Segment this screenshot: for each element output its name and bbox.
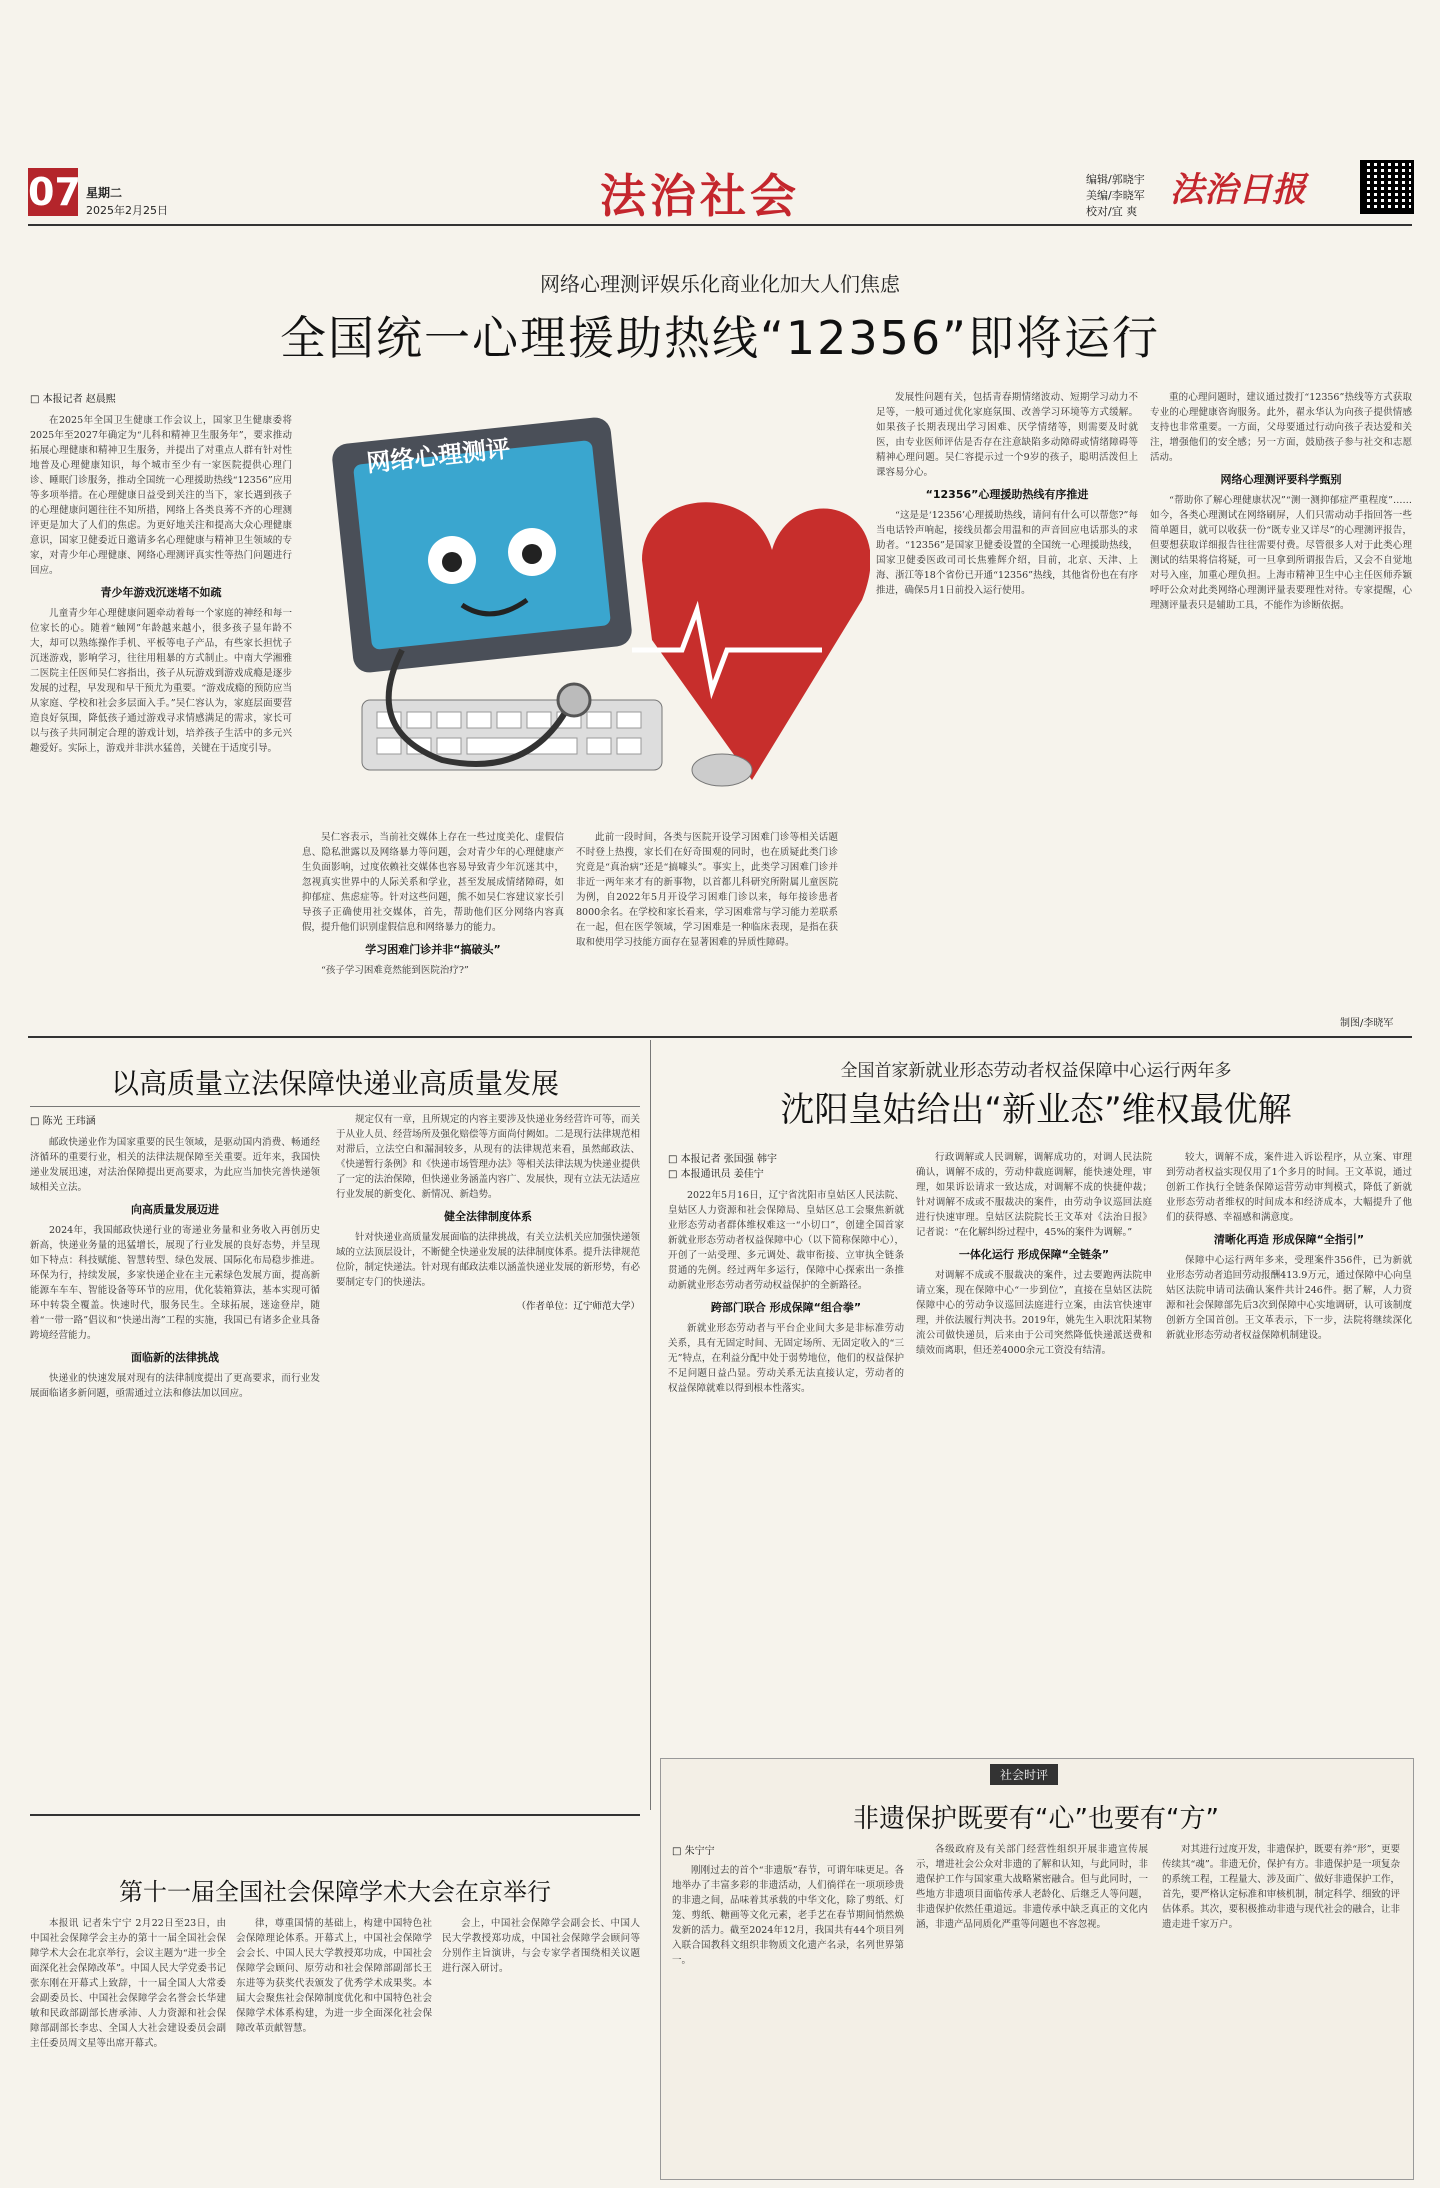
shenyang-col2-text: 行政调解或人民调解，调解成功的，对调人民法院确认，调解不成的，劳动仲裁庭调解，能快速处理，审理，如果诉讼请求一致达成，对调解不成的快捷仲裁；针对调解不成或不服裁决的案件，由劳动争议巡回法庭进行快速审理。皇姑区法院院长王文革对《法治日报》记者说：“在化解纠纷过程中，45%的案件为调解。” (916, 1152, 1152, 1238)
conference-headline: 第十一届全国社会保障学术大会在京举行 (119, 1878, 551, 1906)
conference-col2-text: 律，尊重国情的基础上，构建中国特色社会保障理论体系。开幕式上，中国社会保障学会会长、中国人民大学教授郑功成，中国社会保障学会顾问、原劳动和社会保障部副部长王东进等为获奖代表颁发了优秀学术成果奖。本届大会聚焦社会保障制度优化和中国特色社会保障学术体系构建，为进一步全面深化社会保障改革贡献智慧。 (236, 1918, 432, 2034)
bottom-news-rule (30, 1814, 640, 1816)
lead-col2b-text: “孩子学习困难竟然能到医院治疗?” (321, 965, 469, 976)
express-col2b-text: 针对快递业高质量发展面临的法律挑战，有关立法机关应加强快递领域的立法顶层设计，不断健全快递业发展的法律制度体系。提升法律规范位阶，制定快递法。针对现有邮政法难以涵盖快递业发展的新形势，有必要制定专门的快递法。 (336, 1232, 640, 1288)
qr-code-icon (1360, 160, 1414, 214)
masthead-rule (28, 224, 1412, 226)
conference-column-3 (442, 1916, 640, 2178)
editorial-column-2 (916, 1842, 1148, 2168)
express-text-2: 快递业的快速发展对现有的法律制度提出了更高要求，而行业发展面临诸多新问题，亟需通过立法和修法加以回应。 (30, 1373, 320, 1399)
proofreader-line: 校对/宜 爽 (1086, 205, 1138, 218)
editorial-tag: 社会时评 (990, 1764, 1058, 1785)
express-headline: 以高质量立法保障快递业高质量发展 (110, 1067, 559, 1100)
issue-date: 2025年2月25日 (86, 204, 168, 217)
shenyang-column-3 (1166, 1150, 1412, 1730)
editorial-column-3 (1162, 1842, 1400, 2168)
editorial-col1-text: 刚刚过去的首个“非遗版”春节，可谓年味更足。各地举办了丰富多彩的非遗活动，人们徜徉在一项项珍贵的非遗之间，品味着其承载的中华文化，除了剪纸、灯笼、剪纸、糖画等文化元素，老手艺在春节期间悄然焕发新的活力。截至2024年12月，我国共有44个项目列入联合国教科文组织非物质文化遗产名录，名列世界第一。 (672, 1865, 904, 1966)
lead-bottom-rule (28, 1036, 1412, 1038)
lead-subhead-youth-games: 青少年游戏沉迷堵不如疏 (100, 586, 222, 599)
editorial-col3-text: 对其进行过度开发，非遗保护，既要有养“形”，更要传续其“魂”。非遗无价，保护有方。非遗保护是一项复杂的系统工程，工程量大、涉及面广、做好非遗保护工作，首先，要严格认定标准和审核机制，制定科学、细致的评估体系。其次，要积极推动非遗与现代社会的融合，让非遗走进千家万户。 (1162, 1844, 1400, 1930)
section-title: 法治社会 (600, 169, 800, 223)
lead-col1b-text: 儿童青少年心理健康问题牵动着每一个家庭的神经和每一位家长的心。随着“触网”年龄越来越小，很多孩子显年龄不大，却可以熟练操作手机、平板等电子产品，有些家长担忧子沉迷游戏，影响学习，往往用粗暴的方式制止。中南大学湘雅二医院主任医师吴仁容指出，孩子从玩游戏到游戏成瘾是逐步发展的过程，早发现和早干预尤为重要。“游戏成瘾的预防应当从家庭、学校和社会多层面入手。”吴仁容认为，家庭层面要营造良好氛围，降低孩子通过游戏寻求情感满足的需求，家长可以与孩子共同制定合理的游戏计划，培养孩子生活中的多元兴趣爱好。实际上，游戏并非洪水猛兽，关键在于适度引导。 (30, 608, 292, 754)
section-divider-vertical (650, 1040, 651, 1810)
conference-col3-text: 会上，中国社会保障学会副会长、中国人民大学教授郑功成，中国社会保障学会顾问等分别作主旨演讲，与会专家学者围绕相关议题进行深入研讨。 (442, 1918, 640, 1974)
express-subhead-legal-system: 健全法律制度体系 (444, 1210, 532, 1223)
express-headline-rule (30, 1106, 640, 1107)
shenyang-kicker: 全国首家新就业形态劳动者权益保障中心运行两年多 (840, 1061, 1232, 1081)
editorial-col2-text: 各级政府及有关部门经营性组织开展非遗宣传展示，增进社会公众对非遗的了解和认知，与此同时，非遗保护工作与国家重大战略紧密融合。但与此同时，一些地方非遗项目面临传承人老龄化、后继乏人等问题，非遗保护依然任重道远。非遗传承中缺乏真正的文化内涵，非遗产品同质化严重等问题也不容忽视。 (916, 1844, 1148, 1930)
shenyang-subhead-chain: 一体化运行 形成保障“全链条” (958, 1248, 1110, 1261)
page-number-badge: 07 (28, 170, 81, 214)
express-col2-text: 规定仅有一章，且所规定的内容主要涉及快递业务经营许可等，而关于从业人员、经营场所及强化赔偿等方面尚付阙如。二是现行法律规范相对滞后，立法空白和漏洞较多，从现有的法律规范来看，虽然邮政法、《快递暂行条例》和《快递市场管理办法》等相关法律法规为快递业提供了一定的法治保障，但快递业务涵盖内容广、发展快，现有立法无法适应行业发展的新变化、新情况、新趋势。 (336, 1114, 640, 1200)
editor-credits (1086, 172, 1145, 220)
express-column-1 (30, 1112, 320, 1802)
conference-col1-text: 本报讯 记者朱宁宁 2月22日至23日，由中国社会保障学会主办的第十一届全国社会保障学术大会在北京举行，会议主题为“进一步全面深化社会保障改革”。中国人民大学党委书记张东刚在开幕式上致辞，十一届全国人大常委会副委员长、中国社会保障学会名誉会长华建敏和民政部副部长唐承沛、人力资源和社会保障部副部长李忠、全国人大社会建设委员会副主任委员周文星等出席开幕式。 (30, 1918, 226, 2049)
paper-logo: 法治日报 (1170, 170, 1306, 210)
conference-column-1 (30, 1916, 226, 2178)
express-text-1: 2024年，我国邮政快递行业的寄递业务量和业务收入再创历史新高，快递业务量的迅猛增长，展现了行业发展的良好态势，并呈现如下特点：科技赋能、智慧转型、绿色发展、国际化布局稳步推进。环保为行，持续发展，多家快递企业在主元素绿色发展方面，提高新能源车车车、智能设备等环节的应用，优化装箱算法，基本实现可循环中转袋全覆盖。快速时代，服务民生。全球拓展，迷途登岸，随着“一带一路”倡议和“快递出海”工程的实施，我国已有诸多企业具备跨境经营能力。 (30, 1225, 320, 1341)
designer-line: 美编/李晓军 (1086, 189, 1145, 202)
illustration-label: 网络心理测评 (365, 434, 512, 478)
shenyang-subhead-combo: 跨部门联合 形成保障“组合拳” (710, 1301, 862, 1314)
shenyang-col1-text: 2022年5月16日，辽宁省沈阳市皇姑区人民法院、皇姑区人力资源和社会保障局、皇姑区总工会聚焦新就业形态劳动者群体维权难这一“小切口”，创建全国首家新就业形态劳动者权益保障中心（以下简称保障中心），开创了一站受理、多元调处、裁审衔接、立审执全链条贯通的先例。经过两年多运行，保障中心探索出一条推动新就业形态劳动者劳动权益保护的全新路径。 (668, 1190, 904, 1291)
express-subhead-development: 向高质量发展迈进 (131, 1203, 219, 1216)
editor-line: 编辑/郭晓宇 (1086, 173, 1145, 186)
shenyang-col1b-text: 新就业形态劳动者与平台企业间大多是非标准劳动关系，具有无固定时间、无固定场所、无固定收入的“三无”特点，在利益分配中处于弱势地位，他们的权益保护不足问题日益凸显。劳动关系无法直接认定，劳动者的权益保障就难以得到根本性落实。 (668, 1323, 904, 1394)
lead-col4b-text: “这是是‘12356’心理援助热线，请问有什么可以帮您?”每当电话铃声响起，接线员都会用温和的声音回应电话那头的求助者。“12356”是国家卫健委设置的全国统一心理援助热线，国家卫健委医政司司长焦雅辉介绍，目前，北京、天津、上海、浙江等18个省份已开通“12356”热线，其他省份也在有序推进，确保5月1日前投入运行使用。 (876, 510, 1138, 596)
lead-subhead-hotline: “12356”心理援助热线有序推进 (925, 488, 1089, 501)
shenyang-subhead-guide: 清晰化再造 形成保障“全指引” (1213, 1233, 1365, 1246)
editorial-headline: 非遗保护既要有“心”也要有“方” (853, 1804, 1219, 1834)
lead-col5b-text: “帮助你了解心理健康状况”“测一测抑郁症严重程度”……如今，各类心理测试在网络刷屏，人们只需动动手指回答一些简单题目，就可以收获一份“既专业又详尽”的心理测评报告，但要想获取详细报告往往需要付费。尽管很多人对于此类心理测试的结果将信将疑，可一旦拿到所谓报告后，又会不自觉地对号入座，加重心理负担。上海市精神卫生中心主任医师乔颖呼吁公众对此类网络心理测评量表要理性对待。专家提醒，心理测评量表只是辅助工具，不能作为诊断依据。 (1150, 495, 1412, 611)
lead-col5-text: 重的心理问题时，建议通过拨打“12356”热线等方式获取专业的心理健康咨询服务。此外，翟永华认为向孩子提供情感支持也非常重要。一方面，父母要通过行动向孩子表达爱和关注，增强他们的安全感；另一方面，鼓励孩子参与社交和志愿活动。 (1150, 392, 1412, 463)
weekday: 星期二 (86, 186, 123, 200)
lead-col4-text: 发展性问题有关，包括青春期情绪波动、短期学习动力不足等，一般可通过优化家庭氛围、改善学习环境等方式缓解。如果孩子长期表现出学习困难、厌学情绪等，则需要及时就医，由专业医师评估是否存在注意缺陷多动障碍或情绪障碍等精神心理问题。吴仁容提示过一个9岁的孩子，聪明活泼但上课容易分心。 (876, 392, 1138, 478)
express-subhead-challenges: 面临新的法律挑战 (131, 1351, 219, 1364)
conference-column-2 (236, 1916, 432, 2178)
shenyang-column-2 (916, 1150, 1152, 1730)
shenyang-byline-reporters: □ 本报记者 张国强 韩宇 (668, 1154, 777, 1165)
lead-col3-text: 此前一段时间，各类与医院开设学习困难门诊等相关话题不时登上热搜，家长们在好奇围观的同时，也在质疑此类门诊究竟是“真治病”还是“搞噱头”。事实上，此类学习困难门诊并非近一两年来才有的新事物，以首都儿科研究所附属儿童医院为例，自2022年5月开设学习困难门诊以来，每年接诊患者8000余名。在学校和家长看来，学习困难常与学习能力差联系在一起，但在医学领域，学习困难是一种临床表现，是指在获取和使用学习技能方面存在显著困难的异质性障碍。 (576, 832, 838, 948)
lead-subhead-learning-clinic: 学习困难门诊并非“搞破头” (365, 943, 501, 956)
lead-subhead-online-test: 网络心理测评要科学甄别 (1220, 473, 1342, 486)
lead-column-5 (1150, 390, 1412, 1010)
express-intro: 邮政快递业作为国家重要的民生领域，是驱动国内消费、畅通经济循环的重要行业，相关的法律法规保障至关重要。近年来，我国快递业发展迅速，对法治保障提出更高要求，为此应当加快完善快递领域相关立法。 (30, 1137, 320, 1193)
lead-col2-text: 吴仁容表示，当前社交媒体上存在一些过度美化、虚假信息、隐私泄露以及网络暴力等问题，会对青少年的心理健康产生负面影响，过度依赖社交媒体也容易导致青少年沉迷其中，忽视真实世界中的人际关系和学业，甚至发展成情绪障碍，如抑郁症、焦虑症等。针对这些问题，熊不如吴仁容建议家长引导孩子正确使用社交媒体，首先，帮助他们区分网络内容真假，提升他们识别虚假信息和网络暴力的能力。 (302, 832, 564, 933)
editorial-column-1 (672, 1842, 904, 2168)
express-byline: □ 陈光 王玮涵 (30, 1116, 96, 1127)
illustration-credit: 制图/李晓军 (1340, 1018, 1394, 1029)
lead-column-2 (302, 830, 564, 1030)
express-column-2 (336, 1112, 640, 1802)
lead-byline: □ 本报记者 赵晨熙 (30, 394, 116, 405)
shenyang-col3b-text: 保障中心运行两年多来，受理案件356件，已为新就业形态劳动者追回劳动报酬413.9万元，通过保障中心向皇姑区法院申请司法确认案件共计246件。据了解，人力资源和社会保障部先后3次到保障中心实地调研，认可该制度创新方全国首创。王文革表示，下一步，法院将继续深化新就业形态劳动者权益保障机制建设。 (1166, 1255, 1412, 1341)
lead-column-3 (576, 830, 838, 1030)
lead-headline: 全国统一心理援助热线“12356”即将运行 (280, 311, 1160, 365)
lead-col1-text: 在2025年全国卫生健康工作会议上，国家卫生健康委将2025年至2027年确定为“儿科和精神卫生服务年”，要求推动拓展心理健康和精神卫生服务，并提出了对重点人群有针对性地普及心理健康知识，每个城市至少有一家医院提供心理门诊、睡眠门诊服务，推动全国统一心理援助热线“12356”应用等多项举措。在心理健康日益受到关注的当下，家长遇到孩子的心理健康问题往往不知所措，网络上各类良莠不齐的心理测评更是加大了人们的焦虑。为更好地关注和提高大众心理健康意识，国家卫健委近日邀请多名心理健康与精神卫生领域的专家，对青少年心理健康、网络心理测评真实性等热门问题进行回应。 (30, 415, 292, 576)
shenyang-column-1 (668, 1150, 904, 1730)
shenyang-col3-text: 较大，调解不成，案件进入诉讼程序，从立案、审理到劳动者权益实现仅用了1个多月的时间。王文革说，通过创新工作执行全链条保障运营劳动审判模式，降低了新就业形态劳动者维权的时间成本和经济成本，大幅提升了他们的获得感、幸福感和满意度。 (1166, 1152, 1412, 1223)
shenyang-byline-correspondent: □ 本报通讯员 姜佳宁 (668, 1169, 764, 1180)
shenyang-col2b-text: 对调解不成或不服裁决的案件，过去要跑两法院申请立案，现在保障中心“一步到位”，直接在皇姑区法院保障中心的劳动争议巡回法庭进行立案，由法官快速审理，并依法履行判决书。2019年，姚先生入职沈阳某物流公司做快递员，后来由于公司突然降低快递派送费和绩效而离职，但还差4000余元工资没有结清。 (916, 1270, 1152, 1356)
lead-column-4 (876, 390, 1138, 1030)
lead-column-1 (30, 390, 292, 1030)
shenyang-headline: 沈阳皇姑给出“新业态”维权最优解 (780, 1090, 1292, 1130)
lead-illustration (302, 400, 870, 820)
express-author-note: （作者单位：辽宁师范大学） (516, 1301, 640, 1312)
editorial-byline: □ 朱宁宁 (672, 1846, 715, 1857)
lead-kicker: 网络心理测评娱乐化商业化加大人们焦虑 (540, 272, 900, 296)
